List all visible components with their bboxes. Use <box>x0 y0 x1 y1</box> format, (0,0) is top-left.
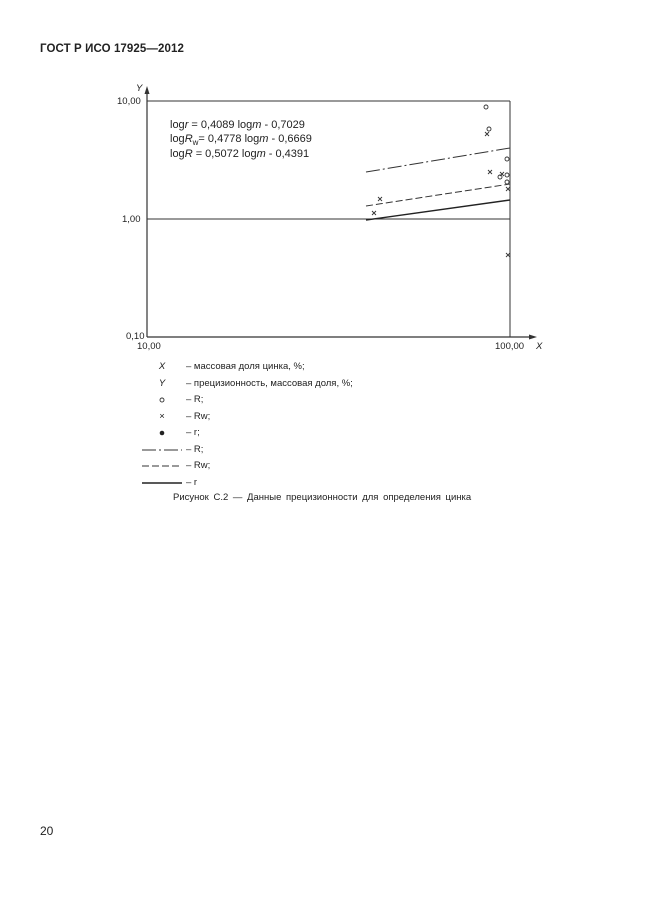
precision-chart <box>0 0 646 360</box>
equation-r: logr = 0,4089 logm - 0,7029 <box>170 119 305 131</box>
page-number: 20 <box>40 824 54 838</box>
dashed-line-icon <box>140 460 184 473</box>
series-R-points <box>484 105 509 184</box>
document-header: ГОСТ Р ИСО 17925—2012 <box>40 43 185 55</box>
dash-dot-line-icon <box>140 444 184 457</box>
equation-Rw: logR$_w$= 0,4778 logm - 0,6669 <box>170 133 312 148</box>
y-tick-1: 1,00 <box>122 214 141 225</box>
x-axis-label: X <box>536 341 543 352</box>
equation-R: logR = 0,5072 logm - 0,4391 <box>170 148 310 160</box>
cross-marker-icon: × <box>159 410 165 422</box>
x-tick-100: 100,00 <box>495 341 525 352</box>
figure-caption: Рисунок С.2 — Данные прецизионности для определения цинка <box>173 492 472 503</box>
fit-line-R <box>366 148 510 172</box>
dot-marker-icon <box>140 427 184 440</box>
circle-marker-icon <box>140 394 184 407</box>
y-axis-label: Y <box>136 83 143 94</box>
y-tick-0.1: 0,10 <box>126 331 145 342</box>
x-tick-10: 10,00 <box>137 341 161 352</box>
y-tick-10: 10,00 <box>117 96 141 107</box>
solid-line-icon <box>140 477 184 490</box>
